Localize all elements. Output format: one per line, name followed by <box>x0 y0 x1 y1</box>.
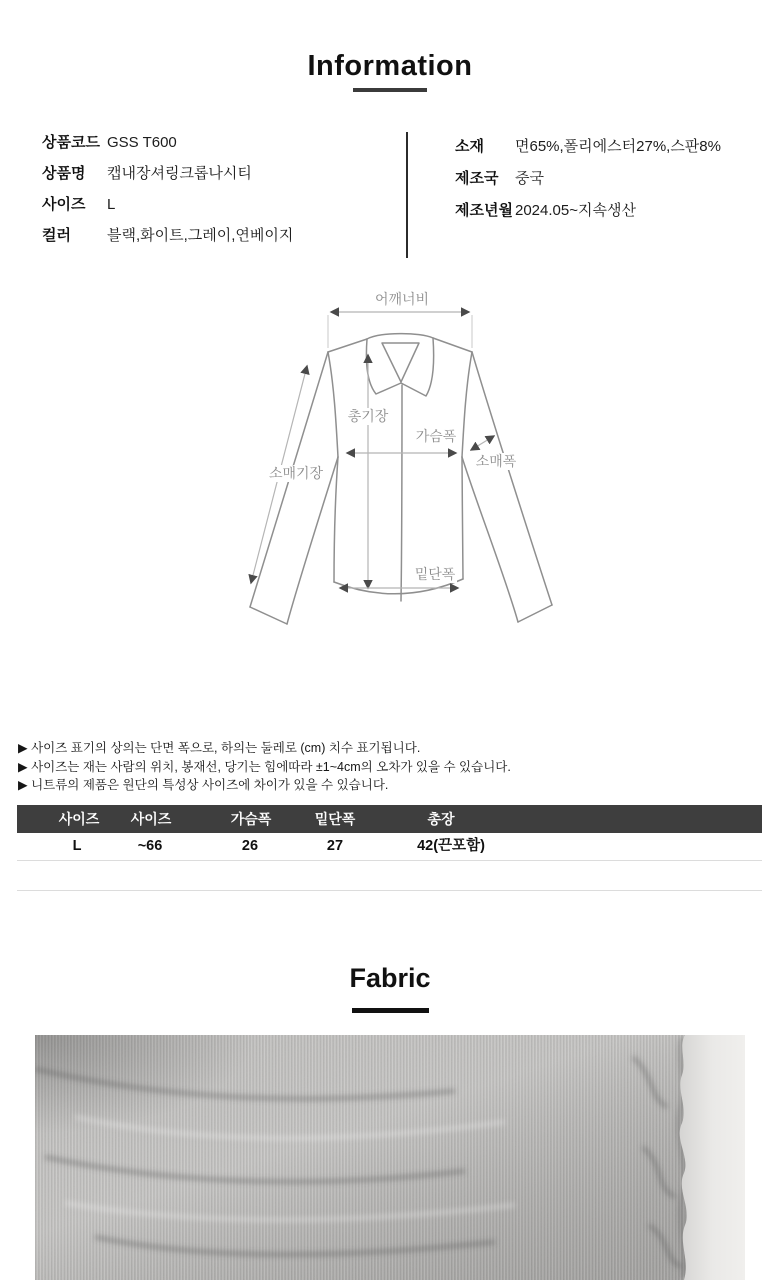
size2-cell: ~66 <box>137 838 163 854</box>
total-cell: 42(끈포함) <box>417 838 485 854</box>
info-vertical-divider <box>406 132 408 258</box>
shoulder-width-label: 어깨너비 <box>374 291 430 307</box>
hem-width-label: 밑단폭 <box>414 566 456 582</box>
size-note-line: ▶ 사이즈 표기의 상의는 단면 폭으로, 하의는 둘레로 (cm) 치수 표기됩니다. <box>18 741 421 755</box>
size-note-line: ▶ 니트류의 제품은 원단의 특성상 사이즈에 차이가 있을 수 있습니다. <box>18 778 389 792</box>
sleeve-length-label: 소매기장 <box>268 465 324 481</box>
product-code-label: 상품코드 <box>42 134 100 151</box>
product-size-value: L <box>107 196 116 213</box>
size-table-header-hem: 밑단폭 <box>314 811 356 827</box>
product-size-label: 사이즈 <box>42 196 86 213</box>
size-table-header-total: 총장 <box>427 811 455 827</box>
manufacture-date-row <box>455 203 721 219</box>
manufacture-date-value: 2024.05~지속생산 <box>515 202 636 219</box>
total-length-label: 총기장 <box>347 408 389 424</box>
product-info-left-column <box>42 135 293 244</box>
size-table-row <box>17 833 762 860</box>
manufacture-date-label: 제조년월 <box>455 202 513 219</box>
size-table-header <box>17 805 762 833</box>
size-table-header-size2: 사이즈 <box>130 811 172 827</box>
chest-cell: 26 <box>241 838 259 854</box>
size-table-header-size: 사이즈 <box>58 811 100 827</box>
fabric-title: Fabric <box>349 963 431 993</box>
garment-measurement-diagram <box>230 285 570 630</box>
material-value: 면65%,폴리에스터27%,스판8% <box>515 138 721 155</box>
product-name-row <box>42 166 293 182</box>
product-name-value: 캡내장셔링크롭나시티 <box>107 165 252 182</box>
information-title-underline <box>353 88 427 92</box>
sleeve-width-label: 소매폭 <box>475 453 517 469</box>
table-divider-line <box>17 860 762 861</box>
product-code-value: GSS T600 <box>107 134 177 151</box>
hem-cell: 27 <box>326 838 344 854</box>
product-color-row <box>42 228 293 244</box>
product-color-label: 컬러 <box>42 227 71 244</box>
size-cell: L <box>72 838 82 854</box>
size-note-line: ▶ 사이즈는 재는 사람의 위치, 봉재선, 당기는 힘에따라 ±1~4cm의 오차가 있을 수 있습니다. <box>18 759 511 774</box>
information-title: Information <box>307 50 473 82</box>
product-code-row <box>42 135 293 151</box>
origin-value: 중국 <box>515 170 544 187</box>
material-row <box>455 139 721 155</box>
product-size-row <box>42 197 293 213</box>
size-notes <box>18 739 511 795</box>
gray-knit-fabric <box>35 1035 695 1280</box>
origin-row <box>455 171 721 187</box>
chest-width-label: 가슴폭 <box>415 428 457 444</box>
fabric-photo <box>35 1035 745 1280</box>
label-backgrounds <box>267 408 517 583</box>
material-label: 소재 <box>455 138 484 155</box>
table-divider-line <box>17 890 762 891</box>
product-color-value: 블랙,화이트,그레이,연베이지 <box>107 227 294 244</box>
measurement-arrows <box>251 312 494 588</box>
product-info-right-column <box>455 139 721 219</box>
sleeve-width-arrow <box>471 436 494 450</box>
size-table-header-chest: 가슴폭 <box>230 811 272 827</box>
product-name-label: 상품명 <box>42 165 86 182</box>
origin-label: 제조국 <box>455 170 499 187</box>
fabric-title-underline <box>352 1008 429 1013</box>
